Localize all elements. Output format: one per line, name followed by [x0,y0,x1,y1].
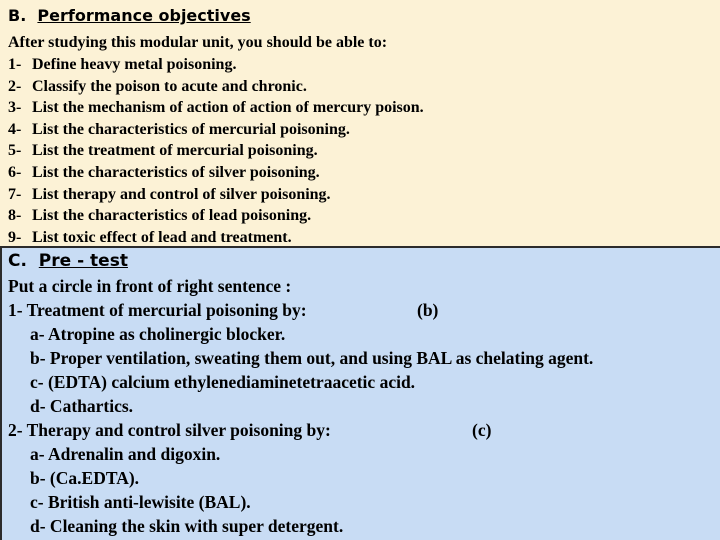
pretest-heading-letter: C. [8,251,27,271]
objective-item [8,140,424,162]
objective-number: 2- [8,77,22,95]
objective-text: List the characteristics of mercurial poisoning. [32,120,350,138]
question-2-stem: 2- Therapy and control silver poisoning by: [8,420,331,440]
objective-text: Classify the poison to acute and chronic. [32,77,307,95]
objective-number: 1- [8,56,22,73]
question-2-option-a: a- Adrenalin and digoxin. [30,444,221,464]
objective-text: List therapy and control of silver poisoning. [32,185,331,203]
objectives-list [8,54,424,248]
question-1-option-b: b- Proper ventilation, sweating them out, and using BAL as chelating agent. [30,348,594,368]
question-1-option-d: d- Cathartics. [30,396,134,416]
question-1-stem: 1- Treatment of mercurial poisoning by: [8,300,307,320]
pretest-heading [8,250,128,272]
objectives-heading-letter: B. [8,6,27,25]
objective-text: List the characteristics of lead poisoning. [32,207,312,225]
question-2-option-b: b- (Ca.EDTA). [30,468,140,488]
objective-item [8,97,424,119]
objective-text: List the characteristics of silver poisoning. [32,163,320,181]
objective-text: Define heavy metal poisoning. [32,56,237,73]
objective-item [8,119,424,141]
objectives-heading [8,6,251,26]
objective-item [8,54,424,76]
objective-number: 9- [8,228,22,246]
objective-text: List the treatment of mercurial poisoning. [32,142,318,160]
objective-item [8,184,424,206]
objective-number: 6- [8,163,22,181]
question-2-option-d: d- Cleaning the skin with super detergent. [30,516,344,536]
question-1-option-c: c- (EDTA) calcium ethylenediaminetetraacetic acid. [30,372,416,392]
objective-item [8,76,424,98]
objective-item [8,227,424,249]
pretest-instruction: Put a circle in front of right sentence : [8,276,292,296]
objective-number: 3- [8,99,22,117]
objective-item [8,205,424,227]
objective-number: 5- [8,142,22,160]
objectives-heading-title: Performance objectives [37,6,251,25]
question-2-answer: (c) [472,420,492,440]
objective-number: 8- [8,207,22,225]
objective-text: List toxic effect of lead and treatment. [32,228,292,246]
question-1-option-a: a- Atropine as cholinergic blocker. [30,324,286,344]
objective-item [8,162,424,184]
question-1-answer: (b) [417,300,439,320]
objectives-intro: After studying this modular unit, you should be able to: [8,34,388,51]
objective-number: 4- [8,120,22,138]
objective-number: 7- [8,185,22,203]
objective-text: List the mechanism of action of action of mercury poison. [32,99,424,117]
pretest-heading-title: Pre - test [38,251,128,271]
question-2-option-c: c- British anti-lewisite (BAL). [30,492,251,512]
